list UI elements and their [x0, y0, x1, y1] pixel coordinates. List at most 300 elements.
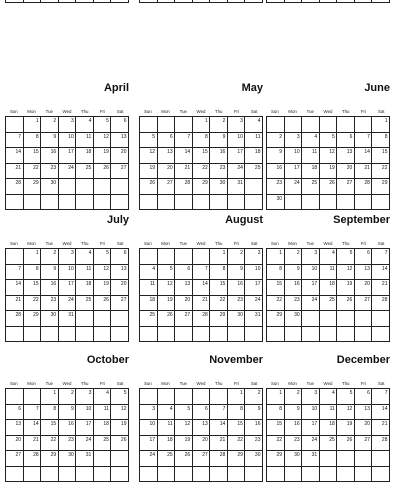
day-cell: [111, 451, 129, 467]
day-cell: 11: [76, 133, 94, 149]
day-cell: 24: [59, 296, 77, 312]
weekday-label: Wed: [192, 240, 210, 248]
day-cell: [320, 311, 338, 327]
day-cell: [228, 327, 246, 343]
month-title: December: [337, 354, 390, 370]
day-cell: 23: [285, 296, 303, 312]
day-cell: 31: [76, 451, 94, 467]
day-cell: 2: [210, 117, 228, 133]
day-cell: 31: [59, 311, 77, 327]
day-cell: [355, 451, 373, 467]
day-cell: 2: [245, 389, 263, 405]
day-grid: [5, 116, 129, 210]
day-grid: [266, 388, 390, 482]
day-cell: [140, 327, 158, 343]
day-cell: [193, 0, 211, 3]
day-cell: [175, 467, 193, 482]
day-cell: [158, 117, 176, 133]
day-cell: 27: [111, 164, 129, 180]
day-cell: [24, 327, 42, 343]
day-cell: [94, 451, 112, 467]
day-cell: 5: [337, 389, 355, 405]
day-cell: 22: [267, 436, 285, 452]
day-cell: [320, 467, 338, 482]
day-cell: 30: [285, 311, 303, 327]
day-cell: 4: [245, 117, 263, 133]
day-cell: 10: [59, 133, 77, 149]
day-cell: [337, 311, 355, 327]
day-cell: 30: [245, 451, 263, 467]
day-cell: [210, 0, 228, 3]
day-cell: [355, 311, 373, 327]
day-cell: [193, 249, 211, 265]
weekday-label: Sat: [245, 380, 263, 388]
day-cell: 6: [175, 265, 193, 281]
weekday-header: [5, 240, 129, 248]
day-cell: [175, 0, 193, 3]
day-cell: 10: [59, 265, 77, 281]
day-cell: [175, 117, 193, 133]
month-calendar: [5, 380, 129, 482]
day-cell: 11: [320, 265, 338, 281]
day-cell: 21: [6, 164, 24, 180]
day-cell: 30: [59, 451, 77, 467]
day-cell: 1: [372, 117, 390, 133]
day-cell: 13: [193, 420, 211, 436]
day-cell: 2: [228, 249, 246, 265]
day-cell: 1: [41, 389, 59, 405]
day-cell: 21: [175, 164, 193, 180]
day-cell: [337, 467, 355, 482]
day-cell: 28: [193, 311, 211, 327]
day-cell: 6: [111, 117, 129, 133]
day-cell: [267, 467, 285, 482]
day-cell: 18: [302, 164, 320, 180]
day-cell: 31: [302, 451, 320, 467]
day-cell: 30: [41, 311, 59, 327]
day-cell: 18: [245, 148, 263, 164]
day-cell: 22: [193, 164, 211, 180]
day-cell: 8: [193, 133, 211, 149]
day-cell: [111, 0, 129, 3]
day-cell: [320, 327, 338, 343]
day-cell: 8: [41, 405, 59, 421]
weekday-label: Fri: [355, 240, 373, 248]
day-grid: [139, 0, 263, 3]
day-cell: 10: [302, 405, 320, 421]
day-cell: 3: [245, 249, 263, 265]
day-cell: 5: [140, 133, 158, 149]
month-title: June: [364, 82, 390, 98]
day-cell: [76, 179, 94, 195]
day-cell: 4: [140, 265, 158, 281]
day-cell: 24: [59, 164, 77, 180]
day-cell: 12: [111, 405, 129, 421]
month-title: October: [87, 354, 129, 370]
day-cell: 29: [41, 451, 59, 467]
day-cell: [76, 195, 94, 211]
month-title: August: [225, 214, 263, 230]
day-cell: [76, 467, 94, 482]
weekday-label: Wed: [58, 380, 76, 388]
day-cell: 20: [175, 296, 193, 312]
day-cell: 4: [302, 133, 320, 149]
day-grid: [139, 248, 263, 342]
weekday-label: Sat: [372, 108, 390, 116]
day-cell: 22: [210, 296, 228, 312]
day-cell: 4: [158, 405, 176, 421]
day-cell: 16: [228, 280, 246, 296]
day-cell: 28: [24, 451, 42, 467]
day-cell: 29: [267, 451, 285, 467]
day-cell: 27: [6, 451, 24, 467]
day-cell: 12: [175, 420, 193, 436]
day-cell: [59, 467, 77, 482]
day-cell: 21: [372, 280, 390, 296]
weekday-label: Wed: [58, 108, 76, 116]
day-cell: [245, 327, 263, 343]
day-cell: 3: [302, 389, 320, 405]
day-cell: [158, 389, 176, 405]
day-cell: [6, 117, 24, 133]
day-cell: 4: [320, 249, 338, 265]
day-cell: 16: [41, 280, 59, 296]
day-cell: [59, 0, 77, 3]
day-cell: [337, 195, 355, 211]
month-calendar: [5, 0, 129, 3]
day-cell: 16: [245, 420, 263, 436]
day-cell: 7: [175, 133, 193, 149]
day-cell: 24: [76, 436, 94, 452]
weekday-label: Fri: [228, 108, 246, 116]
day-cell: 28: [372, 436, 390, 452]
day-cell: 26: [158, 311, 176, 327]
day-cell: 28: [175, 179, 193, 195]
day-cell: 18: [158, 436, 176, 452]
day-cell: 7: [372, 389, 390, 405]
day-cell: 19: [140, 164, 158, 180]
day-cell: [302, 195, 320, 211]
day-cell: [337, 117, 355, 133]
day-cell: [59, 195, 77, 211]
month-title: May: [242, 82, 263, 98]
day-cell: 7: [355, 133, 373, 149]
day-cell: 17: [140, 436, 158, 452]
day-cell: 18: [320, 280, 338, 296]
day-cell: 26: [94, 164, 112, 180]
day-cell: 21: [6, 296, 24, 312]
day-cell: [158, 195, 176, 211]
day-cell: [6, 389, 24, 405]
day-cell: 13: [158, 148, 176, 164]
day-cell: 29: [24, 311, 42, 327]
day-cell: [140, 117, 158, 133]
weekday-label: Thu: [337, 108, 355, 116]
day-cell: 26: [175, 451, 193, 467]
day-cell: 25: [245, 164, 263, 180]
weekday-label: Wed: [192, 380, 210, 388]
day-cell: [320, 0, 338, 3]
day-cell: 10: [140, 420, 158, 436]
weekday-header: [139, 108, 263, 116]
day-cell: [267, 117, 285, 133]
weekday-label: Sun: [5, 380, 23, 388]
day-cell: 26: [94, 296, 112, 312]
day-cell: 19: [337, 420, 355, 436]
weekday-label: Tue: [301, 380, 319, 388]
month-calendar: [266, 380, 390, 482]
day-cell: 22: [267, 296, 285, 312]
day-grid: [5, 248, 129, 342]
weekday-header: [266, 108, 390, 116]
weekday-label: Mon: [284, 108, 302, 116]
month-calendar: [139, 108, 263, 210]
weekday-label: Thu: [76, 380, 94, 388]
day-cell: 16: [210, 148, 228, 164]
day-cell: [210, 327, 228, 343]
day-cell: [6, 327, 24, 343]
day-cell: 15: [41, 420, 59, 436]
day-cell: 3: [59, 249, 77, 265]
day-cell: 20: [355, 420, 373, 436]
day-cell: 19: [337, 280, 355, 296]
day-cell: 31: [228, 179, 246, 195]
day-cell: 27: [355, 436, 373, 452]
day-cell: [94, 467, 112, 482]
day-cell: [193, 195, 211, 211]
day-cell: 2: [41, 249, 59, 265]
day-cell: 21: [24, 436, 42, 452]
weekday-label: Sat: [245, 108, 263, 116]
day-cell: 16: [285, 280, 303, 296]
day-cell: 2: [41, 117, 59, 133]
day-cell: [302, 0, 320, 3]
day-cell: 2: [267, 133, 285, 149]
day-cell: 23: [285, 436, 303, 452]
day-cell: [355, 0, 373, 3]
day-cell: [267, 0, 285, 3]
day-cell: 5: [111, 389, 129, 405]
day-cell: 14: [6, 148, 24, 164]
day-cell: [24, 389, 42, 405]
day-cell: 28: [355, 179, 373, 195]
day-cell: [285, 0, 303, 3]
day-cell: 14: [6, 280, 24, 296]
day-cell: 9: [41, 133, 59, 149]
day-cell: 15: [24, 280, 42, 296]
weekday-label: Thu: [210, 108, 228, 116]
day-grid: [5, 388, 129, 482]
day-cell: [193, 389, 211, 405]
day-cell: 23: [41, 164, 59, 180]
weekday-label: Sun: [139, 380, 157, 388]
day-cell: [111, 327, 129, 343]
day-cell: 1: [24, 117, 42, 133]
day-cell: 3: [59, 117, 77, 133]
day-cell: 20: [355, 280, 373, 296]
day-cell: 17: [302, 280, 320, 296]
day-cell: 25: [302, 179, 320, 195]
day-cell: 1: [267, 249, 285, 265]
weekday-label: Thu: [337, 380, 355, 388]
weekday-label: Mon: [284, 240, 302, 248]
day-cell: 7: [210, 405, 228, 421]
day-cell: 28: [6, 311, 24, 327]
day-cell: [94, 179, 112, 195]
day-cell: 27: [111, 296, 129, 312]
day-cell: 8: [372, 133, 390, 149]
weekday-label: Fri: [355, 380, 373, 388]
day-cell: 17: [228, 148, 246, 164]
day-cell: [175, 389, 193, 405]
day-cell: 29: [210, 311, 228, 327]
day-cell: [355, 117, 373, 133]
day-cell: [210, 389, 228, 405]
day-cell: [59, 327, 77, 343]
day-cell: 6: [111, 249, 129, 265]
day-cell: 6: [158, 133, 176, 149]
day-cell: 27: [158, 179, 176, 195]
day-cell: 23: [267, 179, 285, 195]
day-cell: 8: [24, 265, 42, 281]
day-cell: [158, 0, 176, 3]
month-calendar: [266, 0, 390, 3]
day-cell: 11: [302, 148, 320, 164]
day-cell: [111, 195, 129, 211]
day-cell: 9: [59, 405, 77, 421]
weekday-header: [266, 240, 390, 248]
day-cell: [320, 117, 338, 133]
day-cell: 12: [337, 405, 355, 421]
day-cell: 17: [302, 420, 320, 436]
day-cell: 5: [94, 249, 112, 265]
weekday-label: Mon: [23, 108, 41, 116]
day-cell: 20: [337, 164, 355, 180]
day-cell: [158, 467, 176, 482]
weekday-label: Tue: [174, 380, 192, 388]
day-cell: [302, 467, 320, 482]
day-cell: 15: [267, 280, 285, 296]
day-cell: 9: [245, 405, 263, 421]
day-cell: [6, 467, 24, 482]
day-cell: 23: [245, 436, 263, 452]
day-cell: 30: [210, 179, 228, 195]
weekday-header: [139, 240, 263, 248]
day-cell: 18: [94, 420, 112, 436]
day-cell: 2: [285, 389, 303, 405]
day-cell: 23: [228, 296, 246, 312]
day-cell: 8: [228, 405, 246, 421]
weekday-label: Sat: [372, 380, 390, 388]
day-cell: [41, 195, 59, 211]
day-cell: 16: [267, 164, 285, 180]
day-cell: 24: [302, 436, 320, 452]
day-cell: 13: [175, 280, 193, 296]
day-cell: 3: [302, 249, 320, 265]
day-cell: 18: [76, 280, 94, 296]
day-cell: 4: [94, 389, 112, 405]
day-cell: [158, 249, 176, 265]
day-grid: [266, 0, 390, 3]
day-cell: 29: [267, 311, 285, 327]
weekday-label: Thu: [76, 240, 94, 248]
day-cell: 7: [193, 265, 211, 281]
day-cell: 1: [267, 389, 285, 405]
day-cell: 13: [6, 420, 24, 436]
day-cell: 21: [210, 436, 228, 452]
day-grid: [266, 116, 390, 210]
weekday-label: Wed: [319, 380, 337, 388]
weekday-label: Tue: [40, 380, 58, 388]
day-cell: 9: [228, 265, 246, 281]
day-cell: 19: [158, 296, 176, 312]
weekday-label: Fri: [228, 240, 246, 248]
day-cell: 27: [175, 311, 193, 327]
month-title: July: [107, 214, 129, 230]
day-cell: 14: [355, 148, 373, 164]
day-cell: 29: [193, 179, 211, 195]
day-cell: 22: [228, 436, 246, 452]
day-cell: 19: [175, 436, 193, 452]
day-cell: [245, 467, 263, 482]
day-cell: [140, 0, 158, 3]
day-cell: 11: [140, 280, 158, 296]
day-cell: [140, 467, 158, 482]
day-grid: [5, 0, 129, 3]
day-cell: 3: [140, 405, 158, 421]
day-cell: [285, 195, 303, 211]
day-cell: 20: [193, 436, 211, 452]
weekday-label: Sun: [266, 108, 284, 116]
day-cell: [94, 0, 112, 3]
weekday-label: Sun: [139, 108, 157, 116]
day-cell: 14: [175, 148, 193, 164]
day-cell: [41, 0, 59, 3]
day-cell: 30: [285, 451, 303, 467]
day-cell: 15: [267, 420, 285, 436]
weekday-label: Mon: [157, 240, 175, 248]
day-cell: [140, 249, 158, 265]
day-grid: [266, 248, 390, 342]
day-cell: [111, 179, 129, 195]
day-cell: 5: [337, 249, 355, 265]
weekday-label: Mon: [23, 380, 41, 388]
day-cell: 17: [245, 280, 263, 296]
month-calendar: [139, 380, 263, 482]
day-cell: 1: [193, 117, 211, 133]
day-cell: [193, 327, 211, 343]
day-cell: 6: [6, 405, 24, 421]
weekday-label: Tue: [301, 240, 319, 248]
month-calendar: [5, 240, 129, 342]
day-cell: 27: [355, 296, 373, 312]
weekday-header: [5, 108, 129, 116]
day-cell: [94, 195, 112, 211]
day-cell: 20: [158, 164, 176, 180]
day-cell: 25: [76, 296, 94, 312]
day-cell: 26: [111, 436, 129, 452]
day-cell: 15: [228, 420, 246, 436]
day-cell: 28: [210, 451, 228, 467]
day-cell: 26: [140, 179, 158, 195]
day-cell: [59, 179, 77, 195]
day-cell: 22: [41, 436, 59, 452]
day-cell: 4: [76, 249, 94, 265]
day-cell: [76, 327, 94, 343]
weekday-label: Sun: [266, 380, 284, 388]
weekday-label: Fri: [228, 380, 246, 388]
day-cell: 28: [6, 179, 24, 195]
